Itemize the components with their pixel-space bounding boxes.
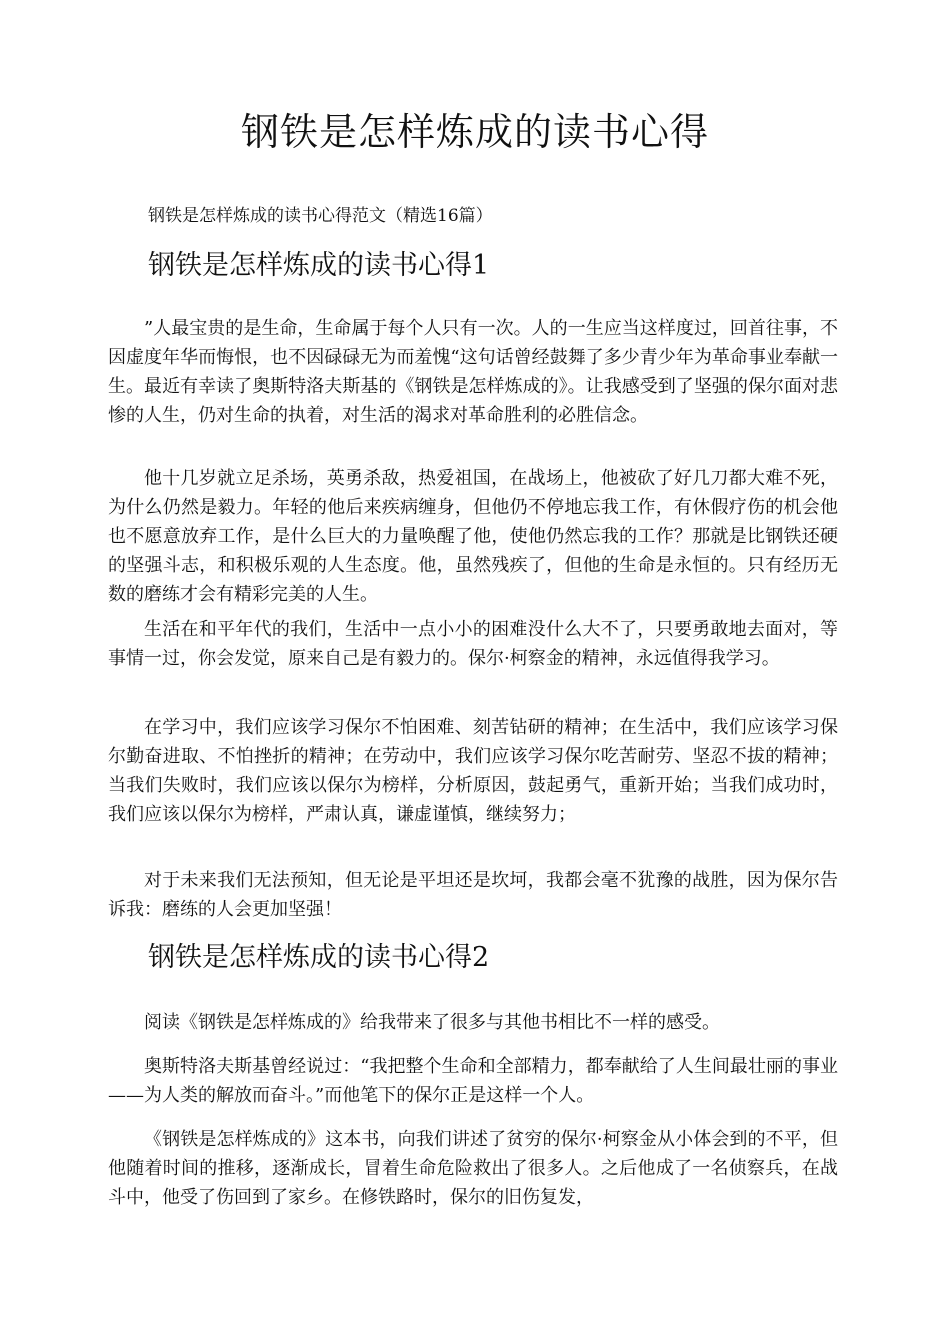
paragraph: ”人最宝贵的是生命，生命属于每个人只有一次。人的一生应当这样度过，回首往事，不因虚度年华而悔恨，也不因碌碌无为而羞愧“这句话曾经鼓舞了多少青少年为革命事业奉献一生。最近有幸读了奥斯特洛夫斯基的《钢铁是怎样炼成的》。让我感受到了坚强的保尔面对悲惨的人生，仍对生命的执着，对生活的渴求对革命胜利的必胜信念。 — [108, 318, 838, 426]
document-title: 钢铁是怎样炼成的读书心得 — [240, 110, 709, 154]
paragraph: 奥斯特洛夫斯基曾经说过：“我把整个生命和全部精力，都奉献给了人生间最壮丽的事业——为人类的解放而奋斗。”而他笔下的保尔正是这样一个人。 — [108, 1056, 838, 1106]
paragraph: 他十几岁就立足杀场，英勇杀敌，热爱祖国，在战场上，他被砍了好几刀都大难不死，为什么仍然是毅力。年轻的他后来疾病缠身，但他仍不停地忘我工作，有休假疗伤的机会他也不愿意放弃工作，是什么巨大的力量唤醒了他，使他仍然忘我的工作？那就是比钢铁还硬的坚强斗志，和积极乐观的人生态度。他，虽然残疾了，但他的生命是永恒的。只有经历无数的磨练才会有精彩完美的人生。 — [108, 468, 838, 605]
section-heading-2: 钢铁是怎样炼成的读书心得2 — [148, 942, 490, 973]
paragraph: 生活在和平年代的我们，生活中一点小小的困难没什么大不了，只要勇敢地去面对，等事情一过，你会发觉，原来自己是有毅力的。保尔·柯察金的精神，永远值得我学习。 — [108, 619, 838, 669]
paragraph: 在学习中，我们应该学习保尔不怕困难、刻苦钻研的精神；在生活中，我们应该学习保尔勤奋进取、不怕挫折的精神；在劳动中，我们应该学习保尔吃苦耐劳、坚忍不拔的精神；当我们失败时，我们应该以保尔为榜样，分析原因，鼓起勇气，重新开始；当我们成功时，我们应该以保尔为榜样，严肃认真，谦虚谨慎，继续努力； — [108, 717, 838, 825]
document-subtitle: 钢铁是怎样炼成的读书心得范文（精选16篇） — [148, 206, 493, 226]
paragraph: 阅读《钢铁是怎样炼成的》给我带来了很多与其他书相比不一样的感受。 — [144, 1012, 720, 1033]
paragraph: 《钢铁是怎样炼成的》这本书，向我们讲述了贫穷的保尔·柯察金从小体会到的不平，但他随着时间的推移，逐渐成长，冒着生命危险救出了很多人。之后他成了一名侦察兵，在战斗中，他受了伤回到了家乡。在修铁路时，保尔的旧伤复发， — [108, 1129, 838, 1208]
section-heading-1: 钢铁是怎样炼成的读书心得1 — [148, 250, 490, 281]
paragraph: 对于未来我们无法预知，但无论是平坦还是坎坷，我都会毫不犹豫的战胜，因为保尔告诉我：磨练的人会更加坚强！ — [108, 870, 838, 920]
